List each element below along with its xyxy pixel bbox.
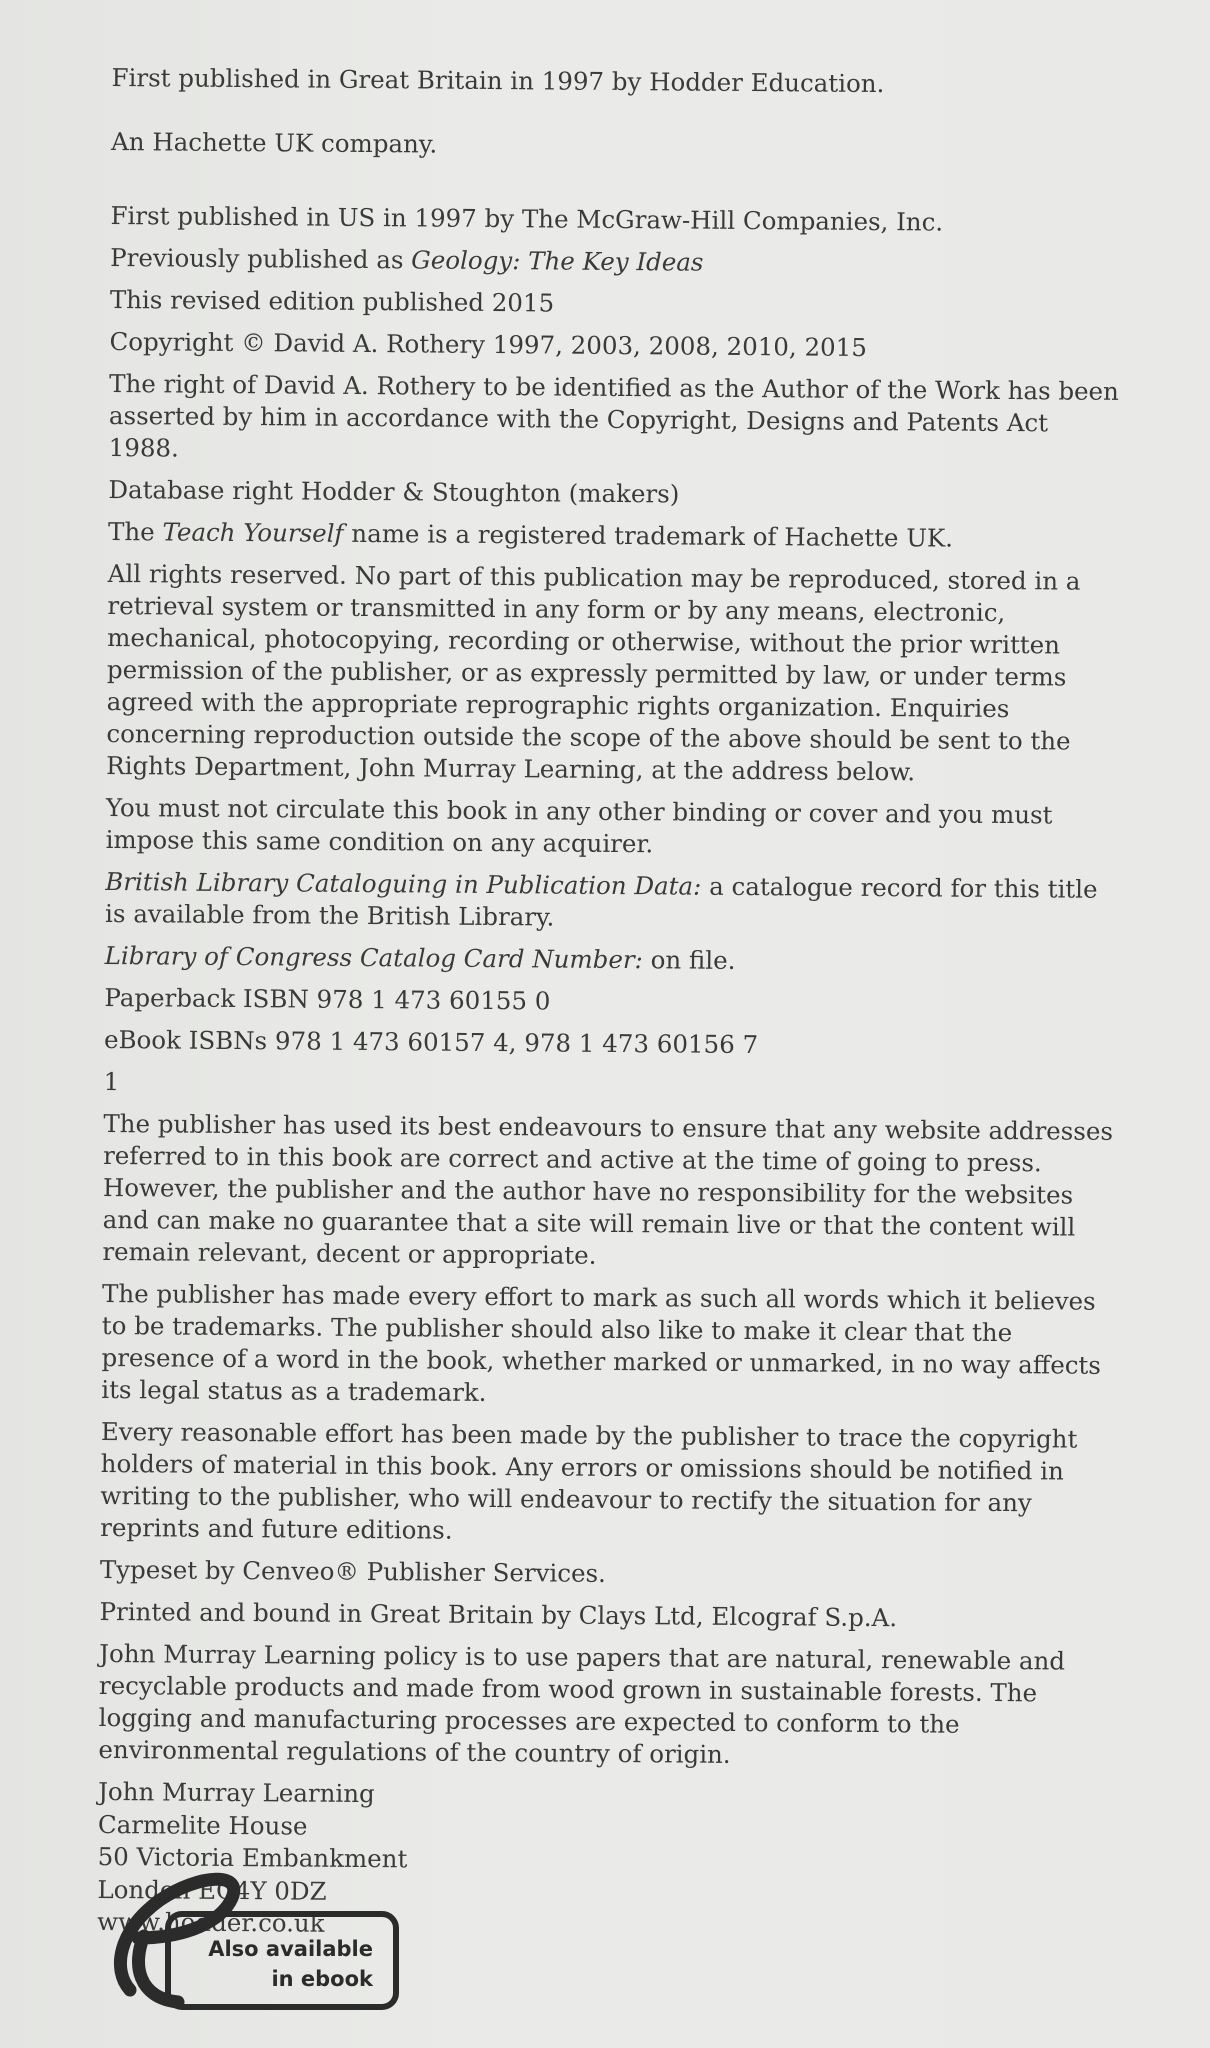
previous-title: Geology: The Key Ideas — [411, 245, 704, 277]
copyright-holders-notice: Every reasonable effort has been made by the publisher to trace the copyright holders of material in this book. Any errors or omissions should be notified in writing to the publisher, who will endeavour to rectify the situation for any reprints and future editions. — [100, 1416, 1078, 1545]
address-line-3: 50 Victoria Embankment — [97, 1841, 408, 1874]
circulate-notice: You must not circulate this book in any other binding or cover and you must impose this same condition on any acquirer. — [105, 792, 1053, 859]
ebook-line-2: in ebook — [271, 1967, 373, 1991]
websites-disclaimer: The publisher has used its best endeavours to ensure that any website addresses referred to in this book are correct and active at the time of going to press. However, the publisher and the author have no responsibility for the websites and can make no guarantee that a site will remain live or that the content will remain relevant, decent or appropriate. — [102, 1108, 1114, 1270]
trademark-prefix: The — [107, 516, 163, 547]
loc-text: on file. — [642, 945, 736, 975]
previously-published — [110, 242, 1120, 282]
revised-edition: This revised edition published 2015 — [109, 284, 555, 318]
british-library-cip — [105, 866, 1115, 938]
publisher-website: www.hodder.co.uk — [97, 1906, 325, 1938]
print-number: 1 — [103, 1066, 120, 1097]
loc-label: Library of Congress Catalog Card Number: — [104, 940, 643, 975]
all-rights-reserved: All rights reserved. No part of this publication may be reproduced, stored in a retrieval system or transmitted in any form or by any means, electronic, mechanical, photocopying, recording or otherwise, without the prior written permission of the publisher, or as expressly permitted by law, or under terms agreed with the appropriate reprographic rights organization. Enquiries concerning reproduction outside the scope of the above should be sent to the Rights Department, John Murray Learning, at the address below. — [106, 558, 1081, 787]
address-line-2: Carmelite House — [97, 1809, 308, 1841]
bl-text: a catalogue record for this title is available from the British Library. — [104, 871, 1098, 932]
first-published-gb: First published in Great Britain in 1997 by Hodder Education. — [111, 62, 885, 99]
paper-policy: John Murray Learning policy is to use papers that are natural, renewable and recyclable products and made from wood grown in sustainable forests. The logging and manufacturing processes are expected to conform to the environmental regulations of the country of origin. — [98, 1638, 1066, 1769]
trademark-suffix: name is a registered trademark of Hachette UK. — [343, 518, 954, 553]
previously-prefix: Previously published as — [110, 242, 412, 275]
first-published-us: First published in US in 1997 by The McGraw-Hill Companies, Inc. — [110, 200, 944, 237]
database-right: Database right Hodder & Stoughton (makers) — [108, 474, 680, 509]
library-of-congress — [105, 940, 1115, 980]
address-line-4: London EC4Y 0DZ — [97, 1874, 327, 1906]
ebook-badge — [108, 1872, 403, 2017]
trademarks-disclaimer: The publisher has made every effort to mark as such all words which it believes to be trademarks. The publisher should also like to make it clear that the presence of a word in the book, whether marked or unmarked, in no way affects its legal status as a trademark. — [101, 1278, 1102, 1407]
printed-line: Printed and bound in Great Britain by Clays Ltd, Elcograf S.p.A. — [99, 1596, 898, 1633]
paperback-isbn: Paperback ISBN 978 1 473 60155 0 — [104, 982, 551, 1016]
trademark-name: Teach Yourself — [162, 517, 344, 548]
hachette-line: An Hachette UK company. — [111, 126, 438, 159]
ebook-badge-text — [208, 1934, 373, 1994]
trademark-line — [108, 516, 1118, 556]
ebook-line-1: Also available — [208, 1937, 373, 1961]
author-right: The right of David A. Rothery to be identified as the Author of the Work has been asserted by him in accordance with the Copyright, Designs and Patents Act 1988. — [108, 368, 1120, 463]
bl-label: British Library Cataloguing in Publication Data: — [105, 866, 702, 901]
colophon — [97, 30, 1122, 1946]
address-line-1: John Murray Learning — [98, 1776, 375, 1809]
typeset-line: Typeset by Cenveo® Publisher Services. — [99, 1554, 607, 1588]
ebook-isbn: eBook ISBNs 978 1 473 60157 4, 978 1 473 60156 7 — [103, 1024, 759, 1060]
first-published-block — [111, 30, 1122, 198]
copyright-line: Copyright © David A. Rothery 1997, 2003, 2008, 2010, 2015 — [109, 326, 867, 362]
